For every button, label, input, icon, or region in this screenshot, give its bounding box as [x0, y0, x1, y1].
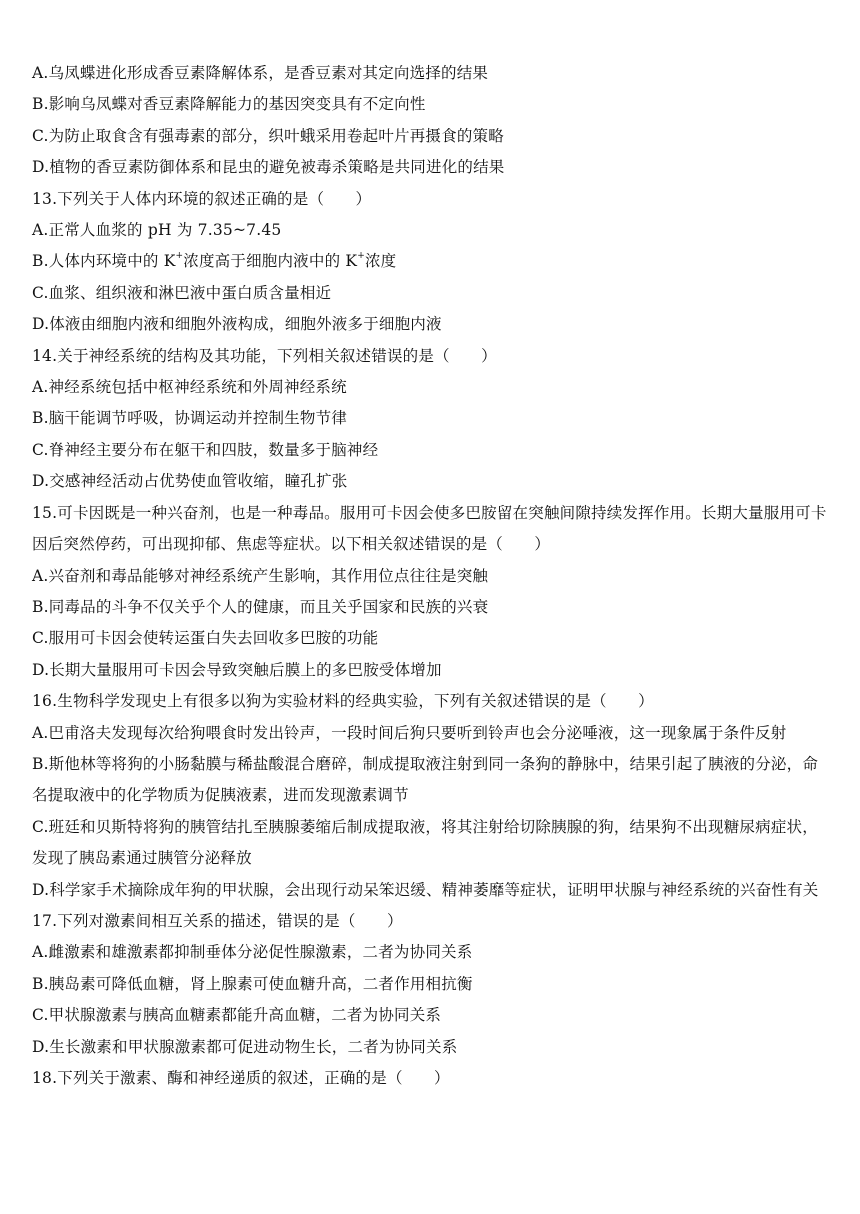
q12-option-b: B.影响乌凤蝶对香豆素降解能力的基因突变具有不定向性 — [32, 95, 426, 114]
q15-option-d: D.长期大量服用可卡因会导致突触后膜上的多巴胺受体增加 — [32, 660, 442, 679]
q16-option-b: B.斯他林等将狗的小肠黏膜与稀盐酸混合磨碎，制成提取液注射到同一条狗的静脉中，结果引起了胰液的分泌，命名提取液中的化学物质为促胰液素，进而发现激素调节 — [32, 754, 819, 805]
q13-option-d: D.体液由细胞内液和细胞外液构成，细胞外液多于细胞内液 — [32, 315, 442, 334]
q13-option-b-sup1: + — [175, 251, 184, 262]
q14-option-b: B.脑干能调节呼吸，协调运动并控制生物节律 — [32, 409, 348, 428]
q13-stem: 13.下列关于人体内环境的叙述正确的是（ ） — [32, 189, 372, 208]
q15-option-c: C.服用可卡因会使转运蛋白失去回收多巴胺的功能 — [32, 629, 379, 648]
q17-option-d: D.生长激素和甲状腺激素都可促进动物生长，二者为协同关系 — [32, 1037, 458, 1056]
q18-stem: 18.下列关于激素、酶和神经递质的叙述，正确的是（ ） — [32, 1069, 450, 1087]
q15-stem: 15.可卡因既是一种兴奋剂，也是一种毒品。服用可卡因会使多巴胺留在突触间隙持续发挥作用。长期大量服用可卡因后突然停药，可出现抑郁、焦虑等症状。以下相关叙述错误的是（ ） — [32, 503, 827, 554]
q13-option-b — [32, 246, 832, 277]
q16-option-c: C.班廷和贝斯特将狗的胰管结扎至胰腺萎缩后制成提取液，将其注射给切除胰腺的狗，结果狗不出现糖尿病症状，发现了胰岛素通过胰管分泌释放 — [32, 817, 818, 868]
q12-option-d: D.植物的香豆素防御体系和昆虫的避免被毒杀策略是共同进化的结果 — [32, 158, 505, 177]
q13-option-b-part3: 浓度 — [364, 252, 397, 271]
q12-option-a: A.乌凤蝶进化形成香豆素降解体系，是香豆素对其定向选择的结果 — [32, 64, 489, 82]
q16-option-a: A.巴甫洛夫发现每次给狗喂食时发出铃声，一段时间后狗只要听到铃声也会分泌唾液，这一现象属于条件反射 — [32, 723, 787, 742]
q13-option-b-part2: 浓度高于细胞内液中的 K — [183, 252, 358, 271]
q12-option-c: C.为防止取食含有强毒素的部分，织叶蛾采用卷起叶片再摄食的策略 — [32, 126, 504, 145]
q14-option-d: D.交感神经活动占优势使血管收缩，瞳孔扩张 — [32, 472, 348, 491]
q16-stem: 16.生物科学发现史上有很多以狗为实验材料的经典实验，下列有关叙述错误的是（ ） — [32, 692, 654, 711]
q15-option-a: A.兴奋剂和毒品能够对神经系统产生影响，其作用位点往往是突触 — [32, 566, 489, 585]
q15-option-b: B.同毒品的斗争不仅关乎个人的健康，而且关乎国家和民族的兴衰 — [32, 597, 489, 616]
q14-stem: 14.关于神经系统的结构及其功能，下列相关叙述错误的是（ ） — [32, 346, 497, 365]
q14-option-c: C.脊神经主要分布在躯干和四肢，数量多于脑神经 — [32, 440, 379, 459]
q14-option-a: A.神经系统包括中枢神经系统和外周神经系统 — [32, 378, 347, 397]
q16-option-d: D.科学家手术摘除成年狗的甲状腺，会出现行动呆笨迟缓、精神萎靡等症状，证明甲状腺与神经系统的兴奋性有关 — [32, 880, 819, 899]
q17-option-a: A.雌激素和雄激素都抑制垂体分泌促性腺激素，二者为协同关系 — [32, 943, 473, 962]
q13-option-c: C.血浆、组织液和淋巴液中蛋白质含量相近 — [32, 283, 332, 302]
q17-option-c: C.甲状腺激素与胰高血糖素都能升高血糖，二者为协同关系 — [32, 1006, 442, 1025]
q13-option-a: A.正常人血浆的 pH 为 7.35~7.45 — [32, 221, 282, 240]
q17-option-b: B.胰岛素可降低血糖，肾上腺素可使血糖升高，二者作用相抗衡 — [32, 974, 473, 993]
exam-page — [32, 58, 832, 1094]
q13-option-b-part1: B.人体内环境中的 K — [32, 252, 176, 271]
q13-option-b-sup2: + — [357, 251, 365, 262]
q17-stem: 17.下列对激素间相互关系的描述，错误的是（ ） — [32, 911, 403, 930]
